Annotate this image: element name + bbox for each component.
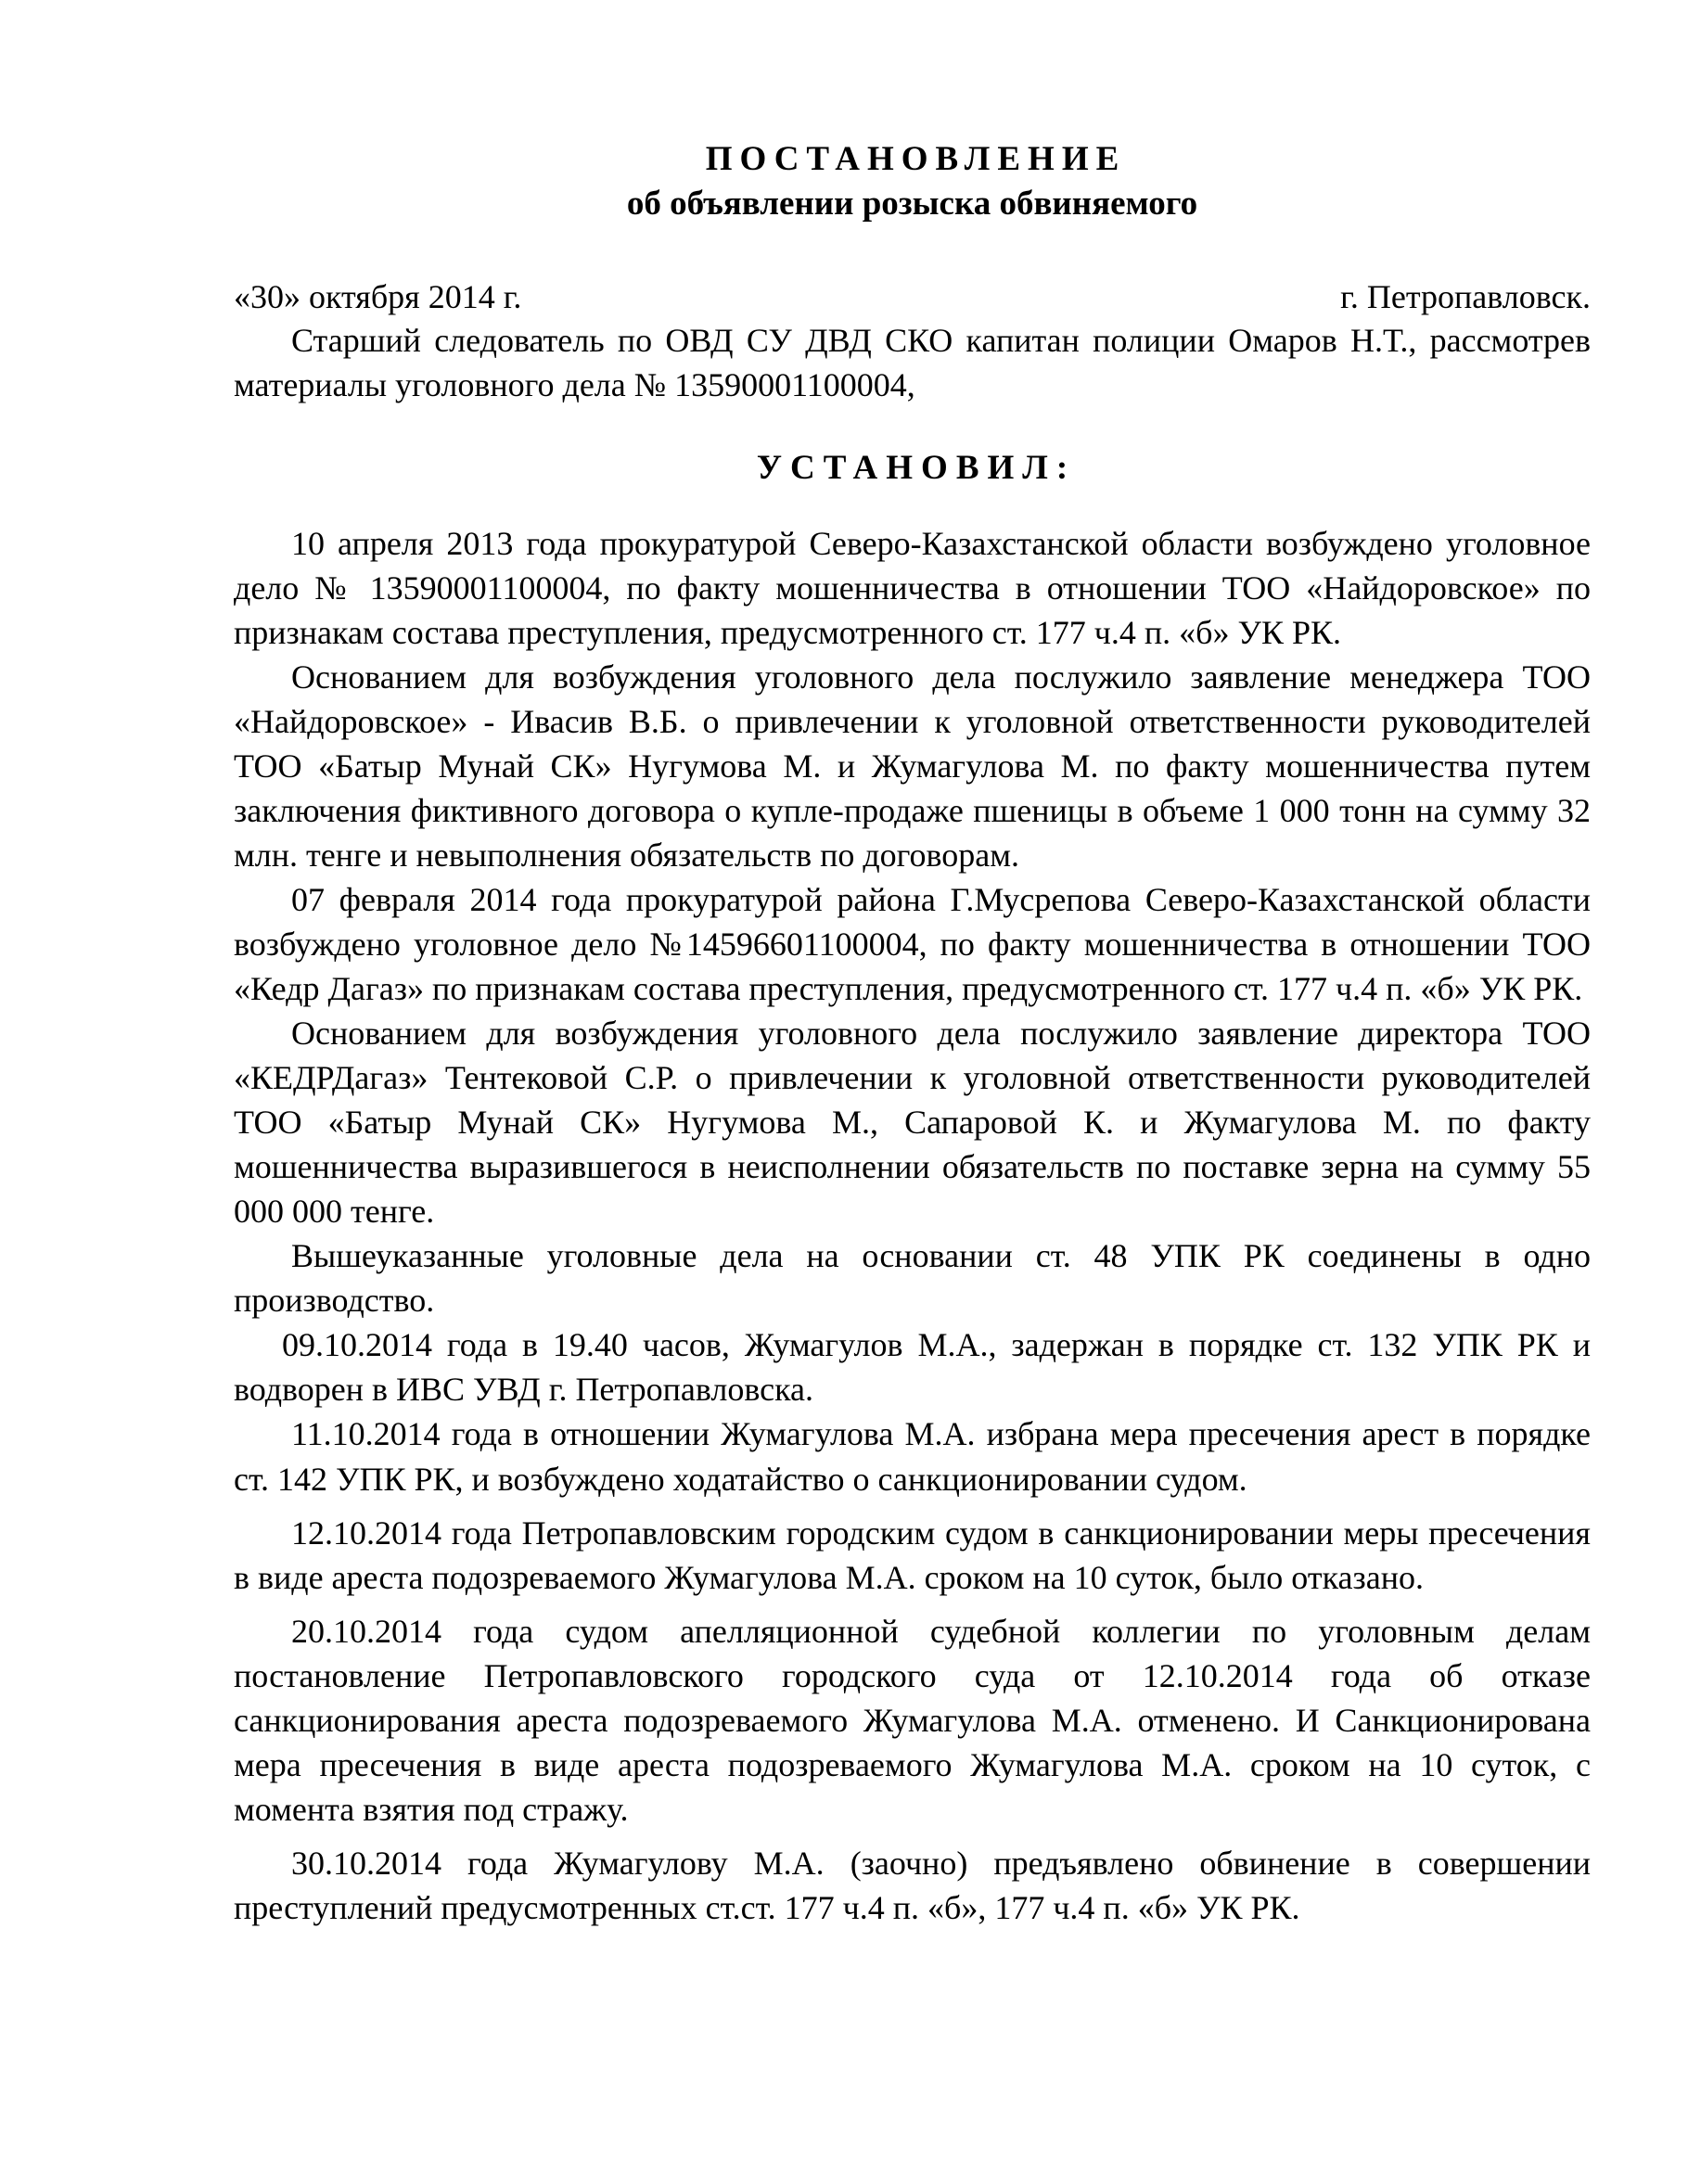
body-paragraph-1: 10 апреля 2013 года прокуратурой Северо-Казахстанской области возбуждено уголовное дело № 13590001100004, по факту мошенничества в отношении ТОО «Найдоровское» по признакам состава преступления, предусмотренного ст. 177 ч.4 п. «б» УК РК. [234, 524, 1591, 651]
preamble-paragraph: Старший следователь по ОВД СУ ДВД СКО капитан полиции Омаров Н.Т., рассмотрев материалы уголовного дела № 13590001100004, [234, 322, 1591, 404]
spacer-after-heading [234, 490, 1591, 521]
section-heading-ustanovil: УСТАНОВИЛ: [756, 449, 1077, 488]
document-body [234, 139, 1591, 1930]
body-paragraph-3: 07 февраля 2014 года прокуратурой района Г.Мусрепова Северо-Казахстанской области возбуждено уголовное дело №14596601100004, по факту мошенничества в отношении ТОО «Кедр Дагаз» по признакам состава преступления, предусмотренного ст. 177 ч.4 п. «б» УК РК. [234, 880, 1591, 1007]
document-place: г. Петропавловск. [1340, 278, 1591, 316]
body-paragraph-6: 09.10.2014 года в 19.40 часов, Жумагулов М.А., задержан в порядке ст. 132 УПК РК и водворен в ИВС УВД г. Петропавловска. [234, 1326, 1591, 1409]
body-paragraph-4: Основанием для возбуждения уголовного дела послужило заявление директора ТОО «КЕДРДагаз» Тентековой С.Р. о привлечении к уголовной ответственности руководителей ТОО «Батыр Мунай СК» Нугумова М., Сапаровой К. и Жумагулова М. по факту мошенничества выразившегося в неисполнении обязательств по поставке зерна на сумму 55 000 000 тенге. [234, 1015, 1591, 1231]
body-paragraph-10: 30.10.2014 года Жумагулову М.А. (заочно) предъявлено обвинение в совершении преступлений предусмотренных ст.ст. 177 ч.4 п. «б», 177 ч.4 п. «б» УК РК. [234, 1844, 1591, 1926]
body-paragraph-2: Основанием для возбуждения уголовного дела послужило заявление менеджера ТОО «Найдоровское» - Ивасив В.Б. о привлечении к уголовной ответственности руководителей ТОО «Батыр Мунай СК» Нугумова М. и Жумагулова М. по факту мошенничества путем заключения фиктивного договора о купле-продаже пшеницы в объеме 1 000 тонн на сумму 32 млн. тенге и невыполнения обязательств по договорам. [234, 658, 1591, 874]
body-paragraph-9: 20.10.2014 года судом апелляционной судебной коллегии по уголовным делам постановление Петропавловского городского суда от 12.10.2014 года об отказе санкционирования ареста подозреваемого Жумагулова М.А. отменено. И Санкционирована мера пресечения в виде ареста подозреваемого Жумагулова М.А. сроком на 10 суток, с момента взятия под стражу. [234, 1612, 1591, 1828]
page-subtitle: об объявлении розыска обвиняемого [626, 184, 1198, 223]
document-date: «30» октября 2014 г. [234, 278, 522, 316]
body-paragraph-8: 12.10.2014 года Петропавловским городским судом в санкционировании меры пресечения в виде ареста подозреваемого Жумагулова М.А. сроком на 10 суток, было отказано. [234, 1513, 1591, 1596]
body-paragraph-5: Вышеуказанные уголовные дела на основании ст. 48 УПК РК соединены в одно производство. [234, 1237, 1591, 1320]
dateline-row [234, 276, 1591, 318]
spacer-before-paragraph-8 [234, 1501, 1591, 1511]
spacer-before-paragraph-9 [234, 1600, 1591, 1609]
body-paragraph-7: 11.10.2014 года в отношении Жумагулова М.А. избрана мера пресечения арест в порядке ст. 142 УПК РК, и возбуждено ходатайство о санкционировании судом. [234, 1415, 1591, 1498]
spacer-before-paragraph-10 [234, 1832, 1591, 1841]
page-title: ПОСТАНОВЛЕНИЕ [705, 140, 1127, 178]
